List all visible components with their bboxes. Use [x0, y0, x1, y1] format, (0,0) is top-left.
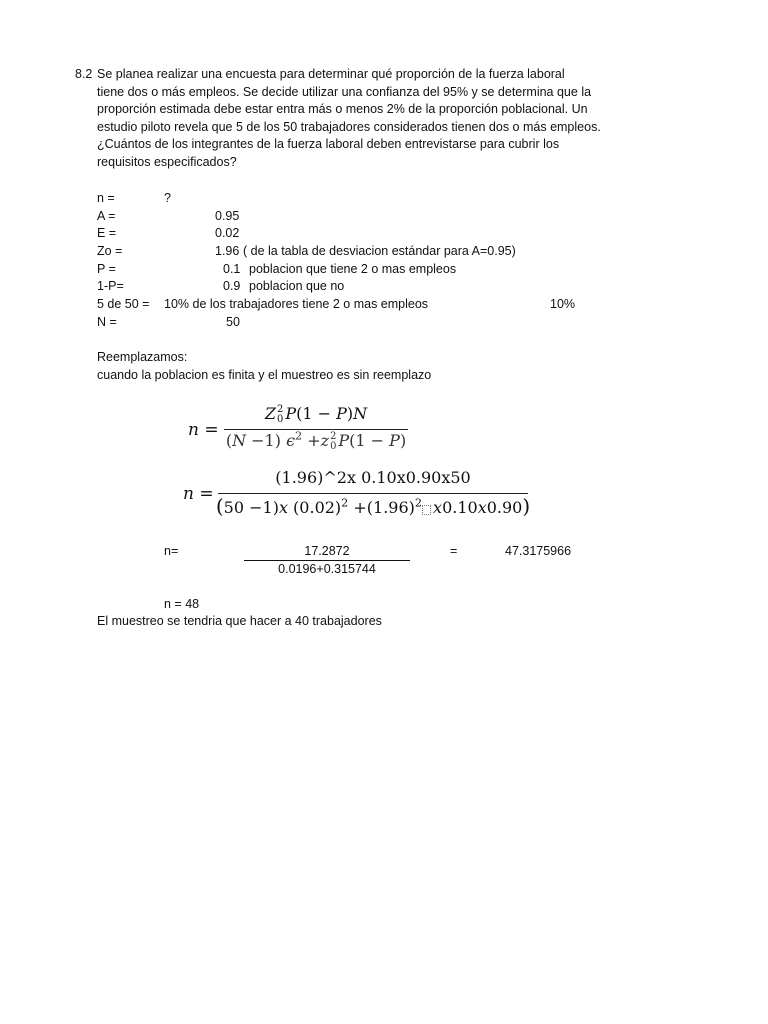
formula2-lhs: n =	[183, 484, 214, 504]
calc-result: 47.3175966	[505, 544, 572, 558]
var-a-label: A =	[97, 209, 116, 223]
condition-text: cuando la poblacion es finita y el muestreo es sin reemplazo	[97, 368, 432, 382]
calc-numerator: 17.2872	[304, 544, 350, 558]
calc-equals: =	[450, 544, 458, 558]
problem-line-2: tiene dos o más empleos. Se decide utilizar una confianza del 95% y se determina que la	[97, 84, 592, 99]
conclusion-text: El muestreo se tendria que hacer a 40 trabajadores	[97, 614, 382, 628]
var-1p-value: 0.9	[223, 279, 241, 293]
problem-line-3: proporción estimada debe estar entra más o menos 2% de la proporción poblacional. Un	[97, 102, 588, 116]
var-ratio-percent: 10%	[550, 297, 576, 311]
var-n-label: n =	[97, 191, 115, 205]
var-ratio-label: 5 de 50 =	[97, 297, 150, 311]
calc-label: n=	[164, 544, 179, 558]
formula1-denominator: (N −1) $\epsilon^2 +z$ 2 0 P(1 − P)	[225, 429, 407, 452]
calc-denominator: 0.0196+0.315744	[278, 562, 376, 576]
problem-line-6: requisitos especificados?	[97, 154, 237, 169]
var-zo-note: ( de la tabla de desviacion estándar para A=0.95)	[243, 244, 516, 258]
problem-line-4: estudio piloto revela que 5 de los 50 trabajadores considerados tienen dos o más empleos.	[97, 119, 601, 134]
problem-number: 8.2	[75, 67, 93, 81]
var-bign-value: 50	[226, 315, 240, 329]
var-bign-label: N =	[97, 315, 117, 329]
var-p-label: P =	[97, 262, 116, 276]
var-p-value: 0.1	[223, 262, 241, 276]
var-ratio-value: 10% de los trabajadores tiene 2 o mas empleos	[164, 297, 429, 311]
var-1p-note: poblacion que no	[249, 279, 345, 293]
formula1-fraction-bar	[224, 429, 408, 430]
var-p-note: poblacion que tiene 2 o mas empleos	[249, 262, 457, 276]
var-e-value: 0.02	[215, 226, 240, 240]
var-zo-value: 1.96	[215, 244, 240, 258]
answer-line: n = 48	[164, 597, 200, 611]
formula1-lhs: n =	[188, 420, 219, 440]
var-n-value: ?	[164, 191, 171, 205]
problem-line-1: Se planea realizar una encuesta para determinar qué proporción de la fuerza laboral	[97, 67, 565, 81]
placeholder-box-icon	[422, 505, 431, 515]
formula2-denominator: (50 −1)x $(0.02)^2 +(1.96)^2$ x0.10x0.90)	[215, 494, 531, 518]
var-zo-label: Zo =	[97, 244, 123, 258]
var-1p-label: 1-P=	[97, 279, 124, 293]
problem-line-5: ¿Cuántos de los integrantes de la fuerza laboral deben entrevistarse para cubrir los	[97, 137, 560, 151]
formula1-numerator: Z 2 0 P(1 − P)N	[264, 403, 368, 425]
replace-heading: Reemplazamos:	[97, 350, 188, 364]
var-a-value: 0.95	[215, 209, 240, 223]
var-e-label: E =	[97, 226, 117, 240]
formula2-numerator: (1.96)^2x 0.10x0.90x50	[275, 468, 471, 487]
formula2-fraction-bar	[218, 493, 528, 494]
